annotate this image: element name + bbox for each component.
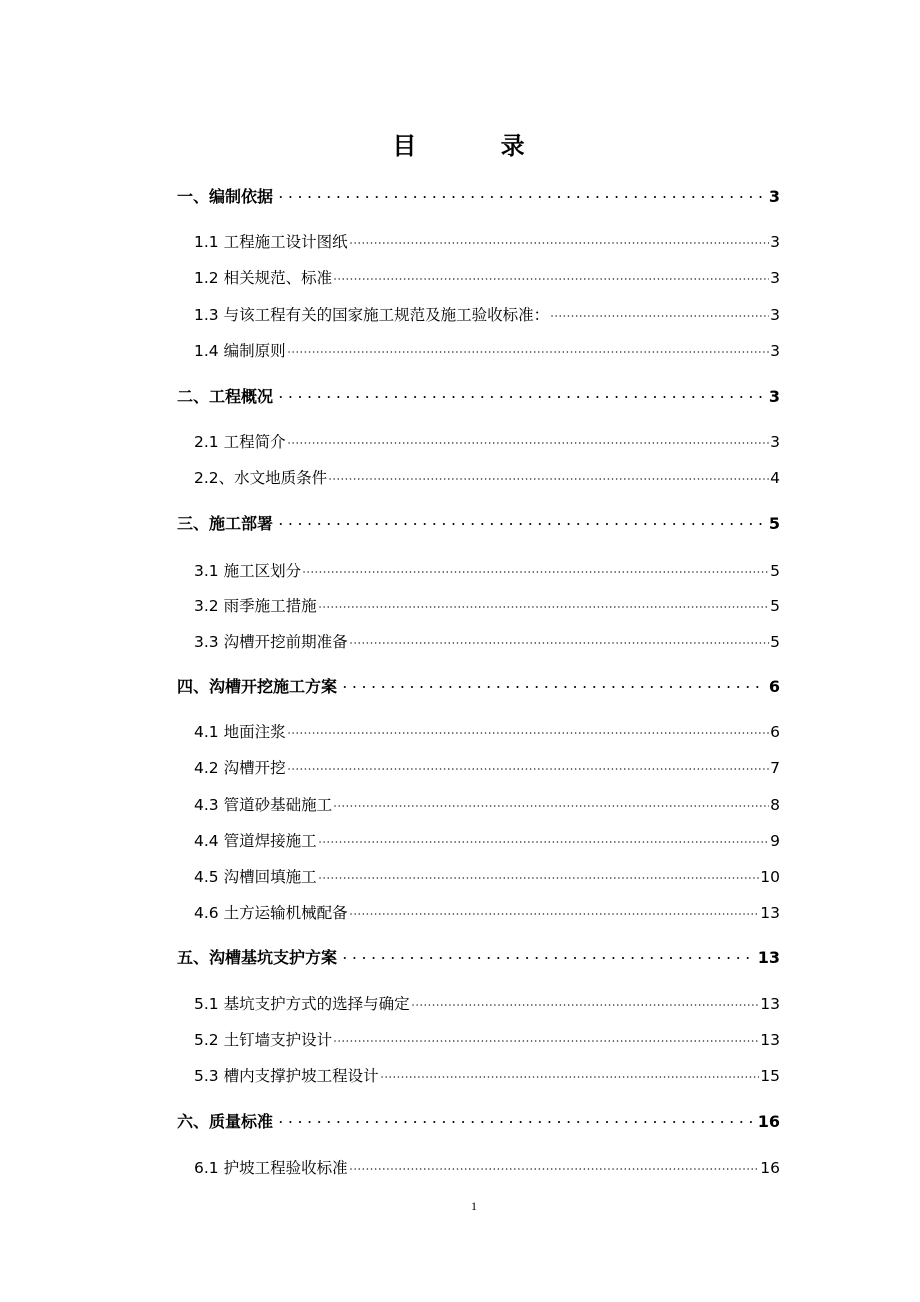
toc-entry-page-number: 13 [760, 995, 780, 1013]
toc-entry-page-number: 13 [757, 948, 780, 967]
toc-dot-leader [287, 768, 770, 770]
toc-dot-leader [550, 315, 769, 317]
toc-dot-leader [349, 913, 760, 915]
toc-dot-leader [411, 1004, 760, 1006]
toc-entry-label: 4.1 地面注浆 [194, 723, 286, 741]
toc-dot-leader [328, 478, 769, 480]
toc-dot-leader [349, 1168, 760, 1170]
toc-dot-leader [318, 877, 760, 879]
toc-entry-label: 3.1 施工区划分 [194, 562, 302, 580]
toc-entry-label: 5.1 基坑支护方式的选择与确定 [194, 995, 410, 1013]
toc-entry-label: 四、沟槽开挖施工方案 [177, 677, 338, 696]
toc-chapter-entry[interactable] [177, 513, 780, 535]
toc-entry-label: 6.1 护坡工程验收标准 [194, 1159, 348, 1177]
toc-entry-page-number: 6 [770, 723, 780, 741]
toc-section-entry[interactable] [194, 231, 780, 253]
toc-dot-leader [340, 686, 766, 688]
toc-section-entry[interactable] [194, 431, 780, 453]
toc-entry-label: 二、工程概况 [177, 387, 274, 406]
toc-section-entry[interactable] [194, 866, 780, 888]
toc-chapter-entry[interactable] [177, 676, 780, 698]
toc-entry-page-number: 16 [757, 1112, 780, 1131]
toc-dot-leader [287, 442, 770, 444]
toc-entry-page-number: 16 [760, 1159, 780, 1177]
toc-entry-page-number: 15 [760, 1067, 780, 1085]
toc-section-entry[interactable] [194, 467, 780, 489]
toc-entry-label: 2.2、水文地质条件 [194, 469, 328, 487]
toc-section-entry[interactable] [194, 757, 780, 779]
toc-entry-page-number: 4 [770, 469, 780, 487]
toc-entry-label: 4.2 沟槽开挖 [194, 759, 286, 777]
toc-section-entry[interactable] [194, 1157, 780, 1179]
toc-entry-label: 4.3 管道砂基础施工 [194, 796, 333, 814]
toc-entry-label: 1.1 工程施工设计图纸 [194, 233, 348, 251]
toc-dot-leader [276, 1121, 755, 1123]
toc-entry-page-number: 13 [760, 904, 780, 922]
toc-dot-leader [380, 1076, 760, 1078]
toc-dot-leader [318, 841, 770, 843]
toc-dot-leader [318, 606, 770, 608]
toc-dot-leader [302, 571, 769, 573]
toc-section-entry[interactable] [194, 902, 780, 924]
toc-entry-label: 三、施工部署 [177, 514, 274, 533]
toc-section-entry[interactable] [194, 631, 780, 653]
toc-entry-page-number: 6 [768, 677, 780, 696]
toc-entry-page-number: 9 [770, 832, 780, 850]
toc-dot-leader [340, 957, 755, 959]
toc-entry-label: 5.2 土钉墙支护设计 [194, 1031, 333, 1049]
toc-entry-label: 4.6 土方运输机械配备 [194, 904, 348, 922]
toc-entry-page-number: 10 [760, 868, 780, 886]
toc-entry-label: 六、质量标准 [177, 1112, 274, 1131]
toc-dot-leader [333, 1040, 759, 1042]
toc-section-entry[interactable] [194, 993, 780, 1015]
toc-entry-label: 1.3 与该工程有关的国家施工规范及施工验收标准： [194, 306, 550, 324]
toc-entry-page-number: 3 [770, 342, 780, 360]
toc-section-entry[interactable] [194, 340, 780, 362]
toc-chapter-entry[interactable] [177, 186, 780, 208]
toc-entry-page-number: 3 [770, 306, 780, 324]
toc-entry-label: 5.3 槽内支撑护坡工程设计 [194, 1067, 379, 1085]
toc-chapter-entry[interactable] [177, 1111, 780, 1133]
toc-section-entry[interactable] [194, 794, 780, 816]
toc-entry-label: 1.4 编制原则 [194, 342, 286, 360]
toc-chapter-entry[interactable] [177, 386, 780, 408]
toc-entry-page-number: 7 [770, 759, 780, 777]
toc-section-entry[interactable] [194, 1065, 780, 1087]
toc-dot-leader [287, 351, 770, 353]
toc-entry-page-number: 3 [770, 233, 780, 251]
toc-entry-label: 3.2 雨季施工措施 [194, 597, 317, 615]
toc-dot-leader [276, 196, 766, 198]
toc-entry-label: 4.5 沟槽回填施工 [194, 868, 317, 886]
toc-section-entry[interactable] [194, 560, 780, 582]
toc-section-entry[interactable] [194, 267, 780, 289]
toc-entry-label: 1.2 相关规范、标准 [194, 269, 333, 287]
toc-dot-leader [276, 523, 766, 525]
toc-entry-page-number: 5 [768, 514, 780, 533]
toc-entry-page-number: 5 [770, 633, 780, 651]
toc-chapter-entry[interactable] [177, 947, 780, 969]
toc-section-entry[interactable] [194, 1029, 780, 1051]
toc-title: 目 录 [392, 132, 563, 160]
toc-section-entry[interactable] [194, 595, 780, 617]
toc-section-entry[interactable] [194, 304, 780, 326]
toc-dot-leader [333, 278, 769, 280]
toc-dot-leader [349, 642, 770, 644]
toc-entry-page-number: 3 [770, 433, 780, 451]
page-number: 1 [471, 1199, 477, 1213]
toc-entry-label: 3.3 沟槽开挖前期准备 [194, 633, 348, 651]
toc-entry-label: 2.1 工程简介 [194, 433, 286, 451]
toc-dot-leader [287, 732, 770, 734]
toc-entry-page-number: 5 [770, 597, 780, 615]
toc-entry-page-number: 3 [770, 269, 780, 287]
toc-dot-leader [276, 396, 766, 398]
toc-entry-label: 五、沟槽基坑支护方案 [177, 948, 338, 967]
toc-entry-page-number: 3 [768, 387, 780, 406]
toc-dot-leader [349, 242, 770, 244]
toc-entry-page-number: 5 [770, 562, 780, 580]
toc-entry-page-number: 13 [760, 1031, 780, 1049]
toc-entry-label: 4.4 管道焊接施工 [194, 832, 317, 850]
toc-section-entry[interactable] [194, 830, 780, 852]
toc-dot-leader [333, 805, 769, 807]
toc-entry-page-number: 8 [770, 796, 780, 814]
toc-entry-label: 一、编制依据 [177, 187, 274, 206]
toc-section-entry[interactable] [194, 721, 780, 743]
toc-entry-page-number: 3 [768, 187, 780, 206]
